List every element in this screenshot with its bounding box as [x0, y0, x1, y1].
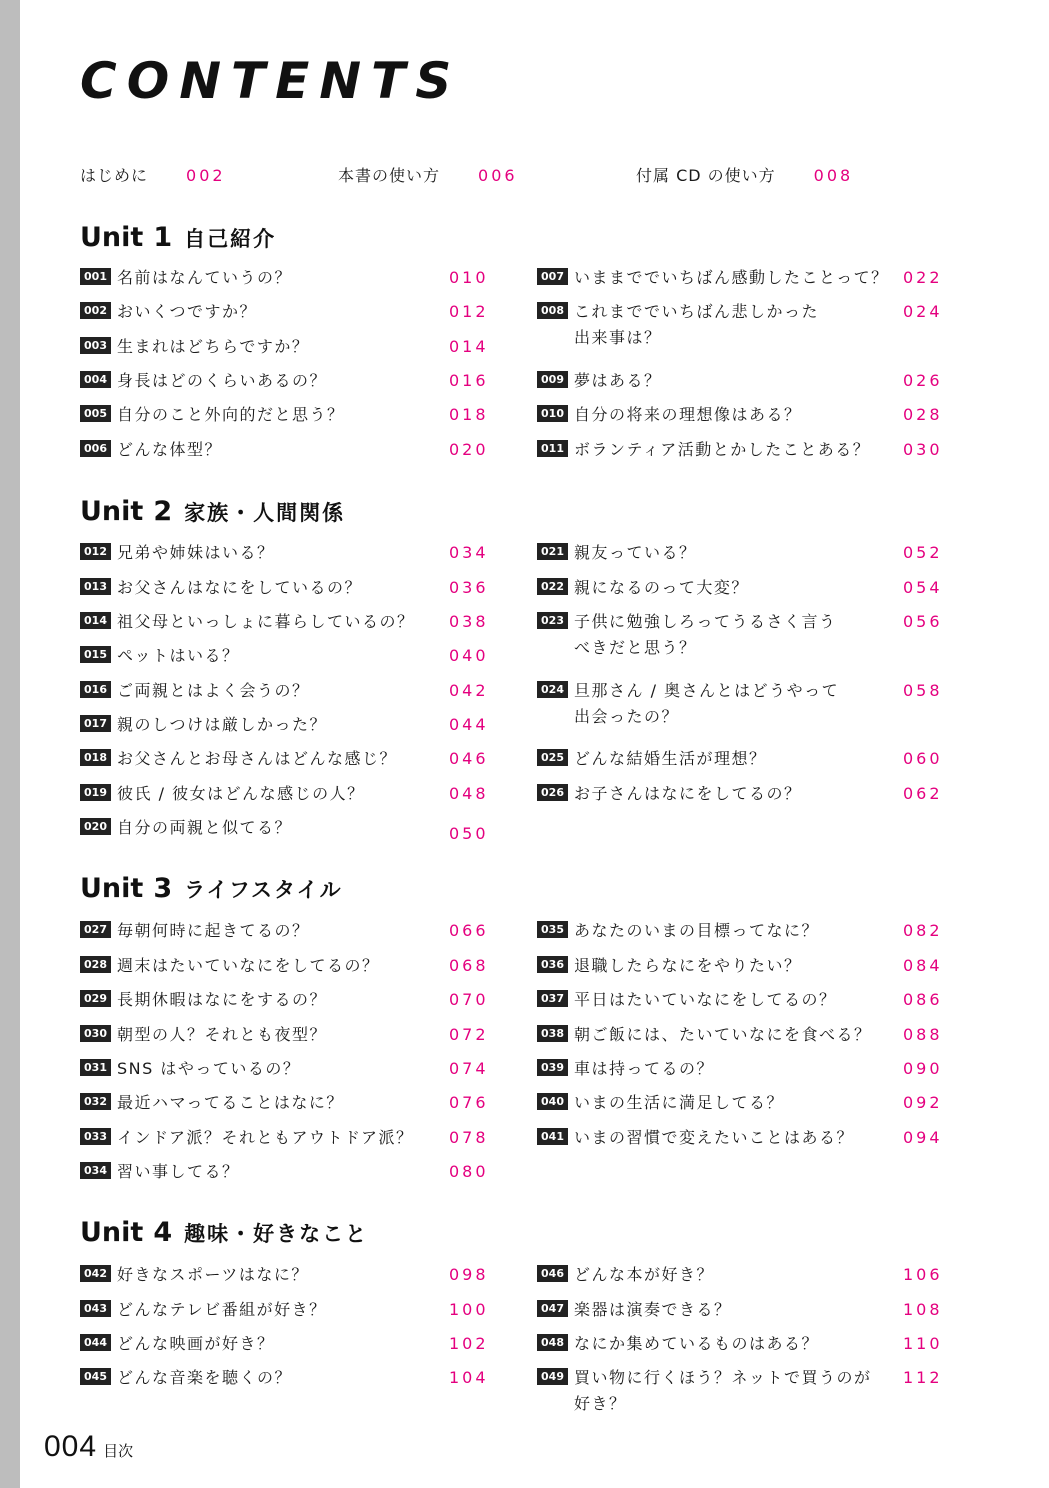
page-number: 112 [903, 1368, 943, 1387]
question-text: いままででいちばん感動したことって？ [574, 268, 889, 287]
question-text: 平日はたいていなにをしてるの？ [574, 990, 837, 1009]
question-text: インドア派？それともアウトドア派？ [117, 1128, 414, 1147]
question-number-badge: 027 [80, 921, 111, 938]
page-number: 038 [449, 612, 489, 631]
question-number-badge: 006 [80, 440, 111, 457]
intro-link-hajimeni[interactable] [80, 163, 226, 186]
question-text: 親友っている？ [574, 543, 697, 562]
question-number-badge: 032 [80, 1093, 111, 1110]
page-number: 024 [903, 302, 943, 321]
page-number: 110 [903, 1334, 943, 1353]
question-text: 自分の両親と似てる？ [117, 818, 293, 837]
question-number-badge: 035 [537, 921, 568, 938]
question-number-badge: 010 [537, 405, 568, 422]
intro-page: 008 [813, 166, 854, 185]
question-text: どんな音楽を聴くの？ [117, 1368, 293, 1387]
intro-page: 002 [186, 166, 226, 185]
question-text: お父さんとお母さんはどんな感じ？ [117, 749, 398, 768]
question-number-badge: 025 [537, 749, 568, 766]
unit-name: 家族・人間関係 [184, 501, 346, 525]
question-text: 好きなスポーツはなに？ [117, 1265, 309, 1284]
question-text: どんな本が好き？ [574, 1265, 715, 1284]
question-number-badge: 037 [537, 990, 568, 1007]
page-number: 062 [903, 784, 943, 803]
question-number-badge: 021 [537, 543, 568, 560]
page-number: 092 [903, 1093, 943, 1112]
page-number: 070 [449, 990, 489, 1009]
question-number-badge: 034 [80, 1162, 111, 1179]
question-number-badge: 019 [80, 784, 111, 801]
question-number-badge: 028 [80, 956, 111, 973]
page-number: 020 [449, 440, 489, 459]
question-number-badge: 026 [537, 784, 568, 801]
question-text: ペットはいる？ [117, 646, 240, 665]
question-number-badge: 036 [537, 956, 568, 973]
page-number: 028 [903, 405, 943, 424]
question-number-badge: 005 [80, 405, 111, 422]
question-text: 車は持ってるの？ [574, 1059, 715, 1078]
page-number: 084 [903, 956, 943, 975]
question-text: いまの習慣で変えたいことはある？ [574, 1128, 855, 1147]
unit-word: Unit [80, 1217, 144, 1248]
question-text: これまででいちばん悲しかった 出来事は？ [574, 302, 820, 347]
page-number: 054 [903, 578, 943, 597]
question-text: 身長はどのくらいあるの？ [117, 371, 328, 390]
question-text: 兄弟や姉妹はいる？ [117, 543, 275, 562]
page-number: 036 [449, 578, 489, 597]
question-number-badge: 015 [80, 646, 111, 663]
question-text: 週末はたいていなにをしてるの？ [117, 956, 380, 975]
page-number: 106 [903, 1265, 943, 1284]
page-number: 048 [449, 784, 489, 803]
page-number: 088 [903, 1025, 943, 1044]
question-text: どんなテレビ番組が好き？ [117, 1300, 327, 1319]
intro-link-cd[interactable] [636, 163, 853, 186]
unit-name: 自己紹介 [184, 227, 277, 251]
question-text: 最近ハマってることはなに？ [117, 1093, 344, 1112]
question-text: SNS はやっているの？ [117, 1059, 301, 1078]
page-number: 012 [449, 302, 489, 321]
page-number: 076 [449, 1093, 489, 1112]
question-number-badge: 041 [537, 1128, 568, 1145]
folio-number: 004 [44, 1430, 98, 1463]
question-number-badge: 044 [80, 1334, 111, 1351]
unit-heading-1 [80, 222, 276, 253]
intro-link-how-to-use[interactable] [338, 163, 518, 186]
question-number-badge: 023 [537, 612, 568, 629]
unit-heading-3 [80, 873, 343, 904]
intro-page: 006 [478, 166, 518, 185]
question-text: お父さんはなにをしているの？ [117, 578, 363, 597]
page-number: 086 [903, 990, 943, 1009]
page-number: 100 [449, 1300, 489, 1319]
question-number-badge: 009 [537, 371, 568, 388]
unit-heading-4 [80, 1217, 368, 1248]
intro-label: 付属 CD の使い方 [636, 166, 776, 185]
page-number: 108 [903, 1300, 943, 1319]
question-number-badge: 049 [537, 1368, 568, 1385]
page-number: 052 [903, 543, 943, 562]
question-number-badge: 031 [80, 1059, 111, 1076]
question-text: 生まれはどちらですか？ [117, 337, 310, 356]
question-number-badge: 024 [537, 681, 568, 698]
question-number-badge: 046 [537, 1265, 568, 1282]
page-number: 010 [449, 268, 489, 287]
page-number: 034 [449, 543, 489, 562]
page-number: 082 [903, 921, 943, 940]
question-text: 自分のこと外向的だと思う？ [117, 405, 345, 424]
page-number: 026 [903, 371, 943, 390]
question-number-badge: 008 [537, 302, 568, 319]
question-text: おいくつですか？ [117, 302, 258, 321]
question-number-badge: 038 [537, 1025, 568, 1042]
question-number-badge: 045 [80, 1368, 111, 1385]
question-text: 退職したらなにをやりたい？ [574, 956, 802, 975]
page-number: 030 [903, 440, 943, 459]
question-text: 名前はなんていうの？ [117, 268, 293, 287]
question-number-badge: 004 [80, 371, 111, 388]
question-number-badge: 013 [80, 578, 111, 595]
question-number-badge: 039 [537, 1059, 568, 1076]
question-text: どんな結婚生活が理想？ [574, 749, 767, 768]
page-number: 090 [903, 1059, 943, 1078]
page-number: 040 [449, 646, 489, 665]
unit-heading-2 [80, 496, 345, 527]
question-number-badge: 011 [537, 440, 568, 457]
page-number: 104 [449, 1368, 489, 1387]
question-text: 毎朝何時に起きてるの？ [117, 921, 310, 940]
question-number-badge: 043 [80, 1300, 111, 1317]
question-text: どんな体型？ [117, 440, 223, 459]
question-text: 朝ご飯には、たいていなにを食べる？ [574, 1025, 872, 1044]
page-number: 080 [449, 1162, 489, 1181]
question-number-badge: 003 [80, 337, 111, 354]
question-text: 長期休暇はなにをするの？ [117, 990, 328, 1009]
page-number: 068 [449, 956, 489, 975]
question-number-badge: 012 [80, 543, 111, 560]
question-text: どんな映画が好き？ [117, 1334, 275, 1353]
question-text: 親になるのって大変？ [574, 578, 749, 597]
page-number: 094 [903, 1128, 943, 1147]
question-number-badge: 030 [80, 1025, 111, 1042]
unit-number: 4 [153, 1217, 173, 1248]
question-number-badge: 016 [80, 681, 111, 698]
page-number: 072 [449, 1025, 489, 1044]
intro-label: はじめに [80, 166, 149, 185]
page-title: CONTENTS [80, 52, 462, 110]
question-number-badge: 017 [80, 715, 111, 732]
question-text: ボランティア活動とかしたことある？ [574, 440, 871, 459]
page-number: 022 [903, 268, 943, 287]
question-number-badge: 007 [537, 268, 568, 285]
question-text: 自分の将来の理想像はある？ [574, 405, 802, 424]
question-text: 朝型の人？それとも夜型？ [117, 1025, 328, 1044]
page-number: 014 [449, 337, 489, 356]
unit-number: 2 [153, 496, 173, 527]
page-spine-bar [0, 0, 20, 1488]
question-number-badge: 022 [537, 578, 568, 595]
page-number: 042 [449, 681, 489, 700]
question-number-badge: 047 [537, 1300, 568, 1317]
question-number-badge: 001 [80, 268, 111, 285]
question-text: 彼氏 / 彼女はどんな感じの人？ [117, 784, 365, 803]
page-number: 074 [449, 1059, 489, 1078]
question-text: 親のしつけは厳しかった？ [117, 715, 328, 734]
question-number-badge: 029 [80, 990, 111, 1007]
question-text: 買い物に行くほう？ネットで買うのが 好き？ [574, 1368, 872, 1413]
page-number: 050 [449, 824, 489, 843]
folio-label: 目次 [103, 1442, 134, 1460]
page-number: 102 [449, 1334, 489, 1353]
question-text: お子さんはなにをしてるの？ [574, 784, 802, 803]
question-number-badge: 048 [537, 1334, 568, 1351]
question-text: あなたのいまの目標ってなに？ [574, 921, 820, 940]
question-text: 旦那さん / 奥さんとはどうやって 出会ったの？ [574, 681, 840, 726]
unit-word: Unit [80, 496, 144, 527]
page-number: 018 [449, 405, 489, 424]
question-number-badge: 042 [80, 1265, 111, 1282]
question-text: 祖父母といっしょに暮らしているの？ [117, 612, 415, 631]
page-number: 060 [903, 749, 943, 768]
unit-word: Unit [80, 222, 144, 253]
question-number-badge: 002 [80, 302, 111, 319]
unit-name: 趣味・好きなこと [184, 1222, 369, 1246]
question-text: いまの生活に満足してる？ [574, 1093, 785, 1112]
page-number: 044 [449, 715, 489, 734]
page-number: 016 [449, 371, 489, 390]
question-text: 習い事してる？ [117, 1162, 240, 1181]
unit-name: ライフスタイル [184, 878, 343, 902]
question-number-badge: 014 [80, 612, 111, 629]
question-number-badge: 018 [80, 749, 111, 766]
page-number: 056 [903, 612, 943, 631]
question-number-badge: 040 [537, 1093, 568, 1110]
question-text: 夢はある？ [574, 371, 662, 390]
question-text: ご両親とはよく会うの？ [117, 681, 310, 700]
page-number: 058 [903, 681, 943, 700]
folio [44, 1430, 133, 1464]
question-number-badge: 020 [80, 818, 111, 835]
question-text: 子供に勉強しろってうるさく言う べきだと思う？ [574, 612, 837, 657]
page-number: 066 [449, 921, 489, 940]
page-number: 046 [449, 749, 489, 768]
unit-word: Unit [80, 873, 144, 904]
unit-number: 1 [153, 222, 173, 253]
page-number: 078 [449, 1128, 489, 1147]
question-text: なにか集めているものはある？ [574, 1334, 820, 1353]
intro-label: 本書の使い方 [338, 166, 441, 185]
page-number: 098 [449, 1265, 489, 1284]
unit-number: 3 [153, 873, 173, 904]
question-text: 楽器は演奏できる？ [574, 1300, 732, 1319]
question-number-badge: 033 [80, 1128, 111, 1145]
